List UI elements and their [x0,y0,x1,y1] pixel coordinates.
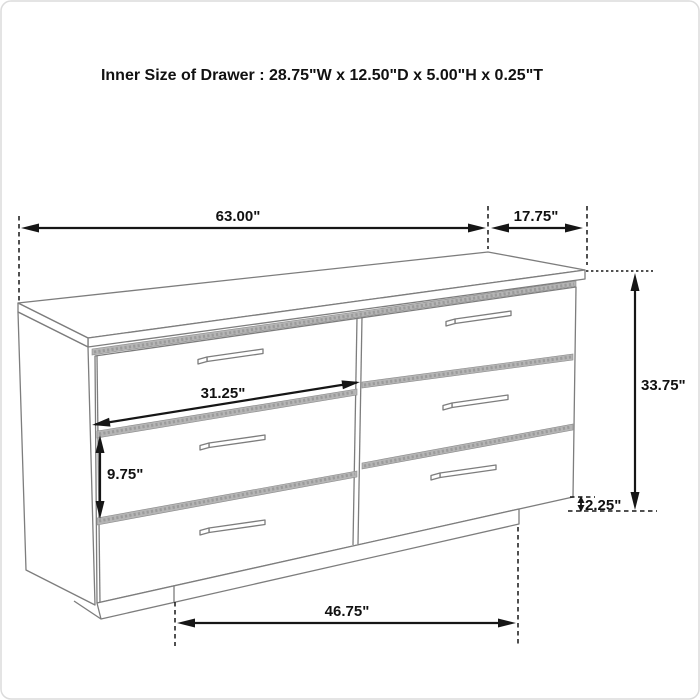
arrowhead [468,224,486,233]
page-title: Inner Size of Drawer : 28.75"W x 12.50"D x 5.00"H x 0.25"T [100,67,544,84]
dresser-drawing [18,252,585,619]
arrowhead [21,224,39,233]
dresser-side-panel [18,312,95,605]
dimension-label: 46.75" [324,603,370,620]
dimension-total-height [586,271,686,510]
dimension-label: 9.75" [107,466,144,483]
dimension-label: 33.75" [641,377,686,394]
arrowhead [565,224,583,233]
arrowhead [177,619,195,628]
dimension-label: 17.75" [513,208,559,225]
dimension-label: 63.00" [215,208,261,225]
arrowhead [491,224,509,233]
dimension-label: 2.25" [585,497,622,514]
arrowhead [631,273,640,291]
arrowhead [498,619,516,628]
dimension-label: 31.25" [200,385,246,402]
arrowhead [631,492,640,510]
dimension-base-height [568,496,657,514]
